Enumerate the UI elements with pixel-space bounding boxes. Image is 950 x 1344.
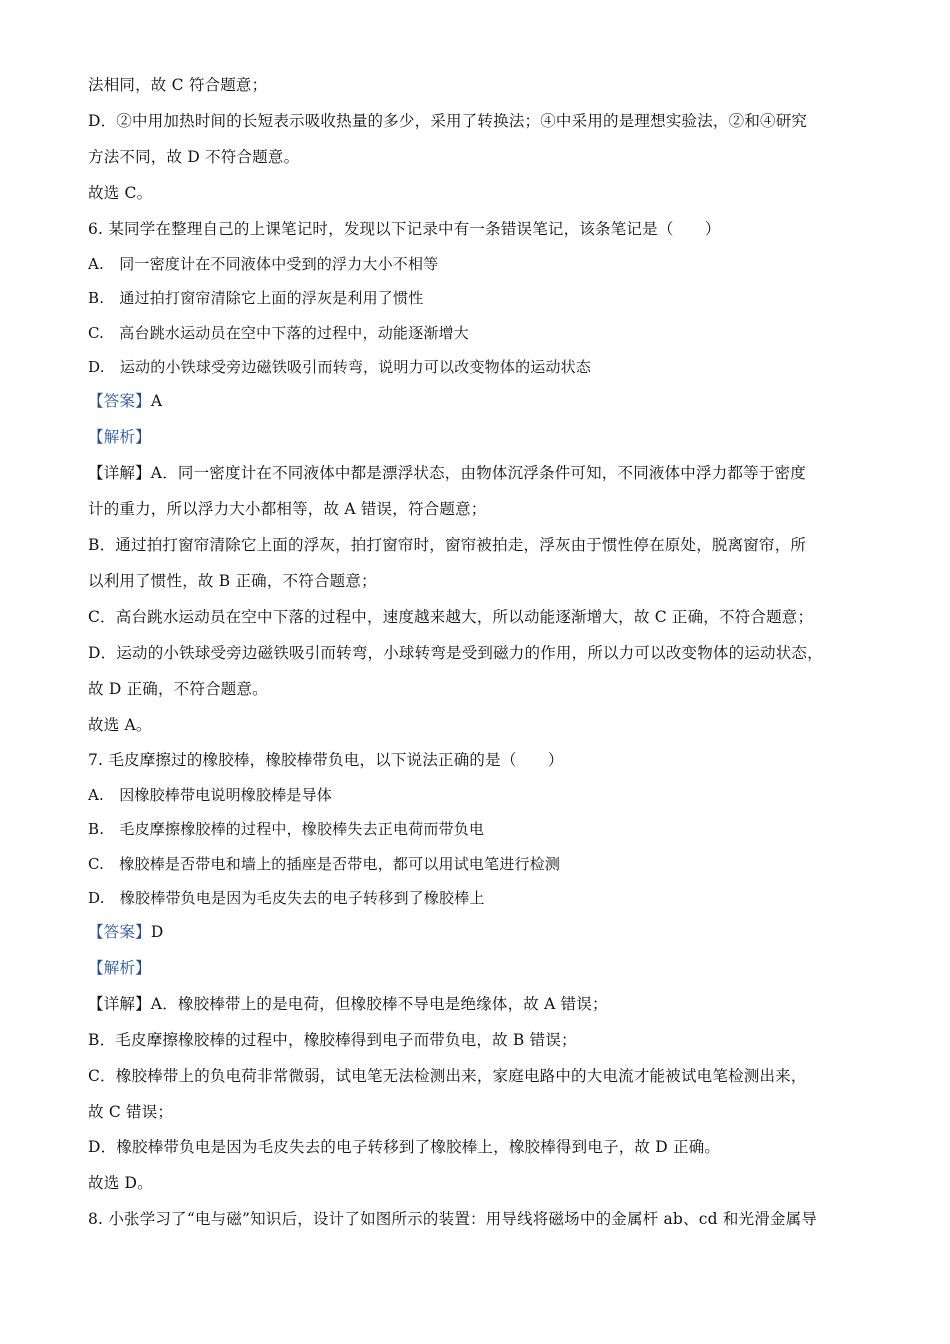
answer-value: D — [150, 923, 164, 941]
text-line: B．通过拍打窗帘清除它上面的浮灰，拍打窗帘时，窗帘被拍走，浮灰由于惯性停在原处，脱离窗帘，所 — [88, 536, 807, 554]
text-line: D．②中用加热时间的长短表示吸收热量的多少，采用了转换法；④中采用的是理想实验法，②和④研究 — [88, 112, 808, 130]
text-line: B．毛皮摩擦橡胶棒的过程中，橡胶棒得到电子而带负电，故 B 错误； — [88, 1031, 577, 1049]
analysis-tag: 【解析】 — [88, 428, 151, 446]
text-line: 故 D 正确，不符合题意。 — [88, 680, 268, 698]
analysis-tag: 【解析】 — [88, 959, 151, 977]
answer-tag: 【答案】 — [88, 392, 151, 410]
text-line: 计的重力，所以浮力大小都相等，故 A 错误，符合题意； — [88, 500, 487, 518]
text-line: C．高台跳水运动员在空中下落的过程中，速度越来越大，所以动能逐渐增大，故 C 正确，不符合题意； — [88, 608, 814, 626]
text-line: 法相同，故 C 符合题意； — [88, 76, 268, 94]
question-6-option-b: B. 通过拍打窗帘清除它上面的浮灰是利用了惯性 — [88, 289, 424, 307]
text-line: D．橡胶棒带负电是因为毛皮失去的电子转移到了橡胶棒上，橡胶棒得到电子，故 D 正确。 — [88, 1138, 721, 1156]
question-7-option-b: B. 毛皮摩擦橡胶棒的过程中，橡胶棒失去正电荷而带负电 — [88, 820, 485, 838]
text-line: 【详解】A．橡胶棒带上的是电荷，但橡胶棒不导电是绝缘体，故 A 错误； — [88, 995, 608, 1013]
answer-value: A — [150, 392, 163, 410]
text-line: 以利用了惯性，故 B 正确，不符合题意； — [88, 572, 377, 590]
question-6-option-d: D. 运动的小铁球受旁边磁铁吸引而转弯，说明力可以改变物体的运动状态 — [88, 358, 592, 376]
question-6-option-a: A. 同一密度计在不同液体中受到的浮力大小不相等 — [88, 255, 439, 273]
question-6-answer — [88, 390, 868, 412]
text-line: D．运动的小铁球受旁边磁铁吸引而转弯，小球转弯是受到磁力的作用，所以力可以改变物体的运动状态， — [88, 644, 823, 662]
question-6-stem: 6. 某同学在整理自己的上课笔记时，发现以下记录中有一条错误笔记，该条笔记是（ ） — [88, 220, 721, 238]
text-line: C．橡胶棒带上的负电荷非常微弱，试电笔无法检测出来，家庭电路中的大电流才能被试电笔检测出来， — [88, 1067, 807, 1085]
question-6-analysis-heading — [88, 426, 868, 448]
text-line: 方法不同，故 D 不符合题意。 — [88, 148, 300, 166]
question-6-option-c: C. 高台跳水运动员在空中下落的过程中，动能逐渐增大 — [88, 324, 469, 342]
question-7-option-d: D. 橡胶棒带负电是因为毛皮失去的电子转移到了橡胶棒上 — [88, 889, 485, 907]
question-7-option-a: A. 因橡胶棒带电说明橡胶棒是导体 — [88, 786, 333, 804]
question-7-answer — [88, 921, 868, 943]
text-line: 故选 A。 — [88, 716, 152, 734]
text-line: 故选 C。 — [88, 184, 153, 202]
text-line: 故选 D。 — [88, 1174, 153, 1192]
question-7-stem: 7. 毛皮摩擦过的橡胶棒，橡胶棒带负电，以下说法正确的是（ ） — [88, 751, 564, 769]
question-7-analysis-heading — [88, 957, 868, 979]
question-7-option-c: C. 橡胶棒是否带电和墙上的插座是否带电，都可以用试电笔进行检测 — [88, 855, 561, 873]
text-line: 【详解】A．同一密度计在不同液体中都是漂浮状态，由物体沉浮条件可知，不同液体中浮力都等于密度 — [88, 464, 806, 482]
question-8-stem: 8. 小张学习了“电与磁”知识后，设计了如图所示的装置：用导线将磁场中的金属杆 ab、cd 和光滑金属导 — [88, 1210, 818, 1228]
answer-tag: 【答案】 — [88, 923, 151, 941]
text-line: 故 C 错误； — [88, 1103, 174, 1121]
